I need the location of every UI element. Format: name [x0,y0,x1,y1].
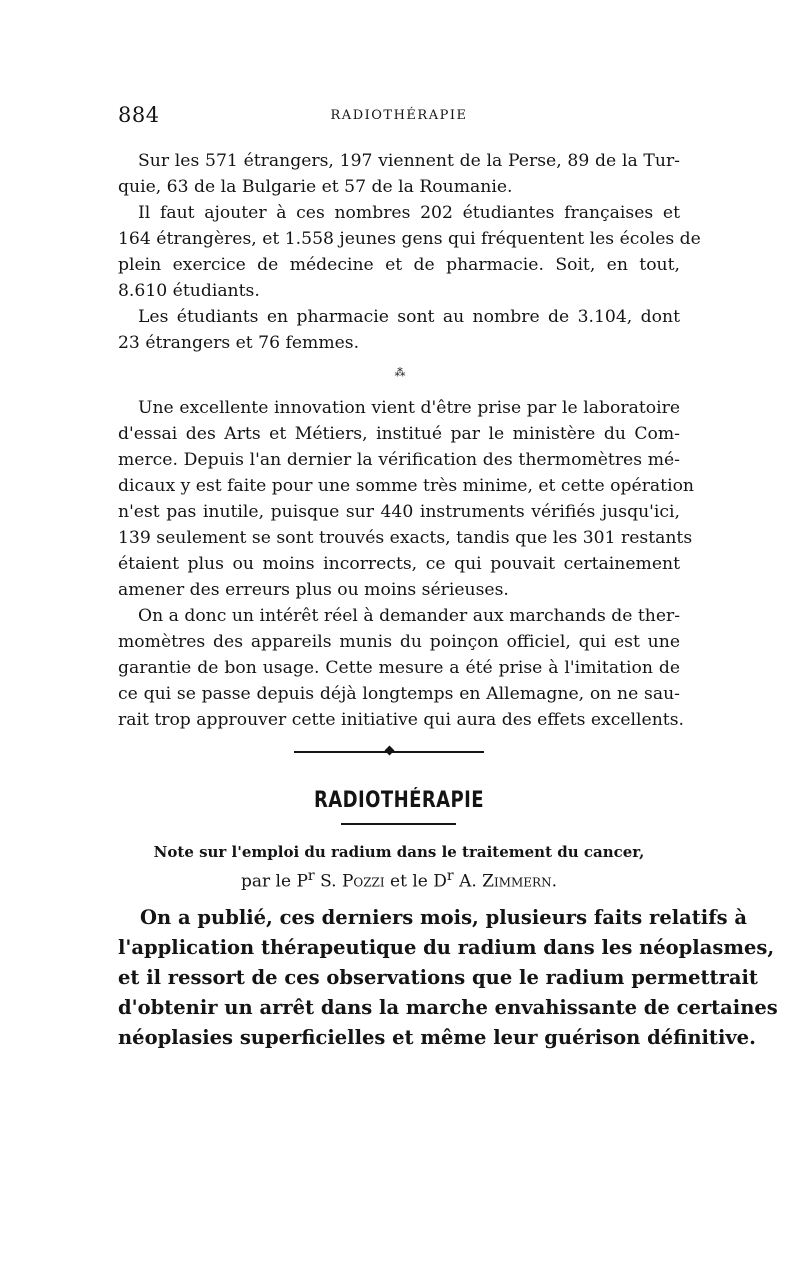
authors-sup: r [307,868,315,884]
author-initial: S. [320,871,337,892]
paragraph-student-totals [118,200,701,304]
text-line: 164 étrangères, et 1.558 jeunes gens qui fréquentent les écoles de [118,229,701,249]
text-line: 23 étrangers et 76 femmes. [118,333,360,353]
text-line: momètres des appareils munis du poinçon officiel, qui est une [118,632,680,652]
text-line: néoplasies superficielles et même leur guérison définitive. [118,1026,756,1049]
paragraph-foreign-students [118,148,680,200]
text-line: Les étudiants en pharmacie sont au nombre de 3.104, dont [138,307,680,327]
paragraph-pharmacy-students [118,304,680,356]
text-line: Sur les 571 étrangers, 197 viennent de la Perse, 89 de la Tur- [138,151,680,171]
page-header [118,103,680,133]
note-authors [118,868,680,892]
running-head: RADIOTHÉRAPIE [330,108,468,123]
separator-stars: ⁂ [394,366,406,379]
text-line: On a donc un intérêt réel à demander aux marchands de ther- [138,606,681,626]
text-line: dicaux y est faite pour une somme très minime, et cette opération [118,476,694,496]
paragraph-thermometer-innovation [118,395,694,603]
diamond-ornament-icon [385,746,395,756]
text-line: merce. Depuis l'an dernier la vérification des thermomètres mé- [118,450,680,470]
title-underline [341,823,456,825]
text-line: plein exercice de médecine et de pharmacie. Soit, en tout, [118,255,680,275]
text-line: ce qui se passe depuis déjà longtemps en Allemagne, on ne sau- [118,684,680,704]
text-line: 139 seulement se sont trouvés exacts, tandis que les 301 restants [118,528,693,548]
text-line: On a publié, ces derniers mois, plusieurs faits relatifs à [140,906,747,929]
body-text-upper [118,148,701,356]
radium-paragraph [118,903,778,1053]
body-text-thermometers [118,395,694,733]
section-title: RADIOTHÉRAPIE [313,788,485,813]
note-title: Note sur l'emploi du radium dans le traitement du cancer, [153,843,645,861]
paragraph-official-stamp [118,603,684,733]
author-name: Pozzi [341,871,385,892]
text-line: garantie de bon usage. Cette mesure a été prise à l'imitation de [118,658,680,678]
text-line: d'essai des Arts et Métiers, institué par le ministère du Com- [118,424,680,444]
authors-sup: r [446,868,454,884]
text-line: quie, 63 de la Bulgarie et 57 de la Roumanie. [118,177,513,197]
text-line: Une excellente innovation vient d'être prise par le laboratoire [138,398,680,418]
text-line: rait trop approuver cette initiative qui aura des effets excellents. [118,710,684,730]
text-line: l'application thérapeutique du radium dans les néoplasmes, [118,936,775,959]
author-initial: A. [459,871,477,892]
text-line: amener des erreurs plus ou moins sérieuses. [118,580,509,600]
page-number: 884 [118,103,160,127]
authors-connector: et le D [390,871,447,892]
text-line: 8.610 étudiants. [118,281,260,301]
authors-prefix: par le P [241,871,308,892]
text-line: n'est pas inutile, puisque sur 440 instruments vérifiés jusqu'ici, [118,502,680,522]
author-name: Zimmern. [482,871,557,892]
text-line: étaient plus ou moins incorrects, ce qui pouvait certainement [118,554,680,574]
text-line: d'obtenir un arrêt dans la marche envahissante de certaines [118,996,778,1019]
text-line: et il ressort de ces observations que le radium permettrait [118,966,758,989]
ornamental-divider [294,746,484,758]
text-line: Il faut ajouter à ces nombres 202 étudiantes françaises et [138,203,680,223]
